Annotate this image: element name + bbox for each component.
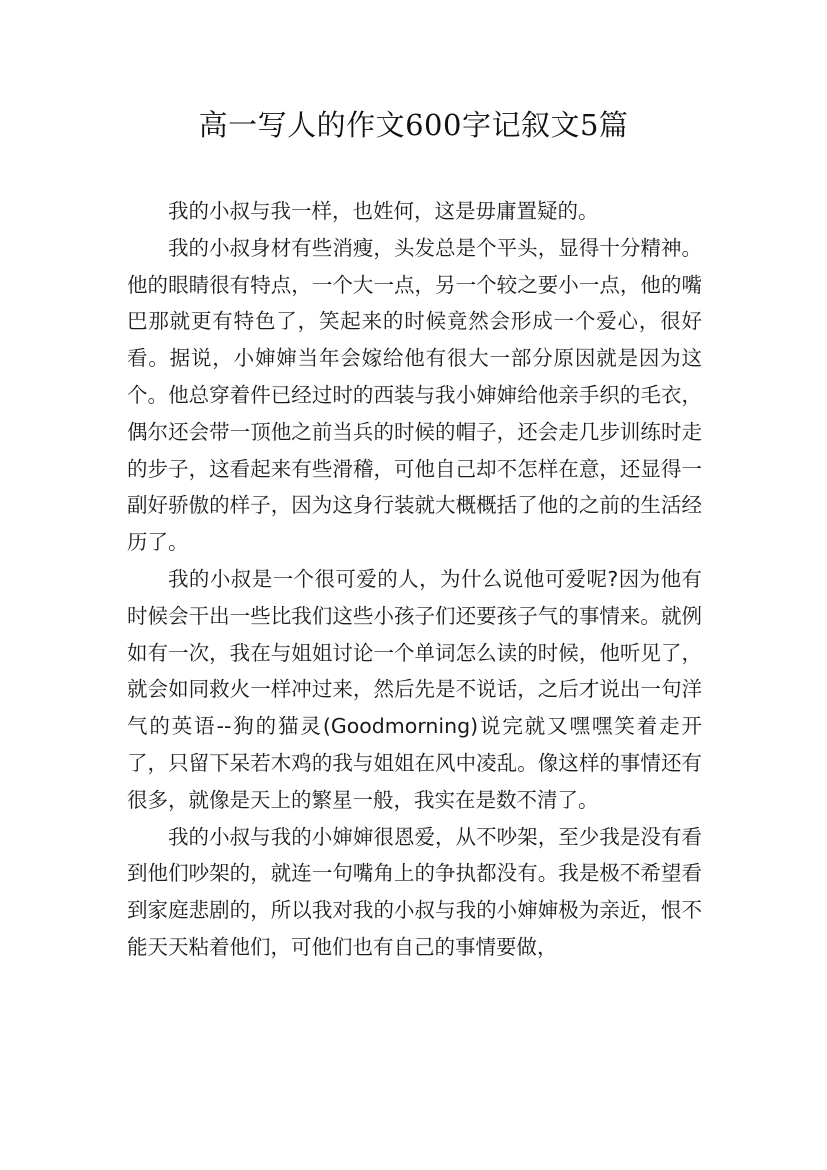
document-title: 高一写人的作文600字记叙文5篇 bbox=[198, 108, 629, 142]
paragraph-4: 我的小叔与我的小婶婶很恩爱，从不吵架，至少我是没有看到他们吵架的，就连一句嘴角上的争执都没有。我是极不希望看到家庭悲剧的，所以我对我的小叔与我的小婶婶极为亲近，恨不能天天粘着他们，可他们也有自己的事情要做， bbox=[127, 824, 702, 959]
document-body bbox=[127, 193, 702, 966]
paragraph-1: 我的小叔与我一样，也姓何，这是毋庸置疑的。 bbox=[168, 199, 599, 223]
paragraph-2: 我的小叔身材有些消瘦，头发总是个平头，显得十分精神。他的眼睛很有特点，一个大一点，另一个较之要小一点，他的嘴巴那就更有特色了，笑起来的时候竟然会形成一个爱心，很好看。据说，小婶婶当年会嫁给他有很大一部分原因就是因为这个。他总穿着件已经过时的西装与我小婶婶给他亲手织的毛衣，偶尔还会带一顶他之前当兵的时候的帽子，还会走几步训练时走的步子，这看起来有些滑稽，可他自己却不怎样在意，还显得一副好骄傲的样子，因为这身行装就大概概括了他的之前的生活经历了。 bbox=[127, 235, 702, 555]
paragraph-3: 我的小叔是一个很可爱的人，为什么说他可爱呢?因为他有时候会干出一些比我们这些小孩子们还要孩子气的事情来。就例如有一次，我在与姐姐讨论一个单词怎么读的时候，他听见了，就会如同救火一样冲过来，然后先是不说话，之后才说出一句洋气的英语--狗的猫灵(Goodmorning)说完就又嘿嘿笑着走开了，只留下呆若木鸡的我与姐姐在风中凌乱。像这样的事情还有很多，就像是天上的繁星一般，我实在是数不清了。 bbox=[127, 566, 702, 812]
